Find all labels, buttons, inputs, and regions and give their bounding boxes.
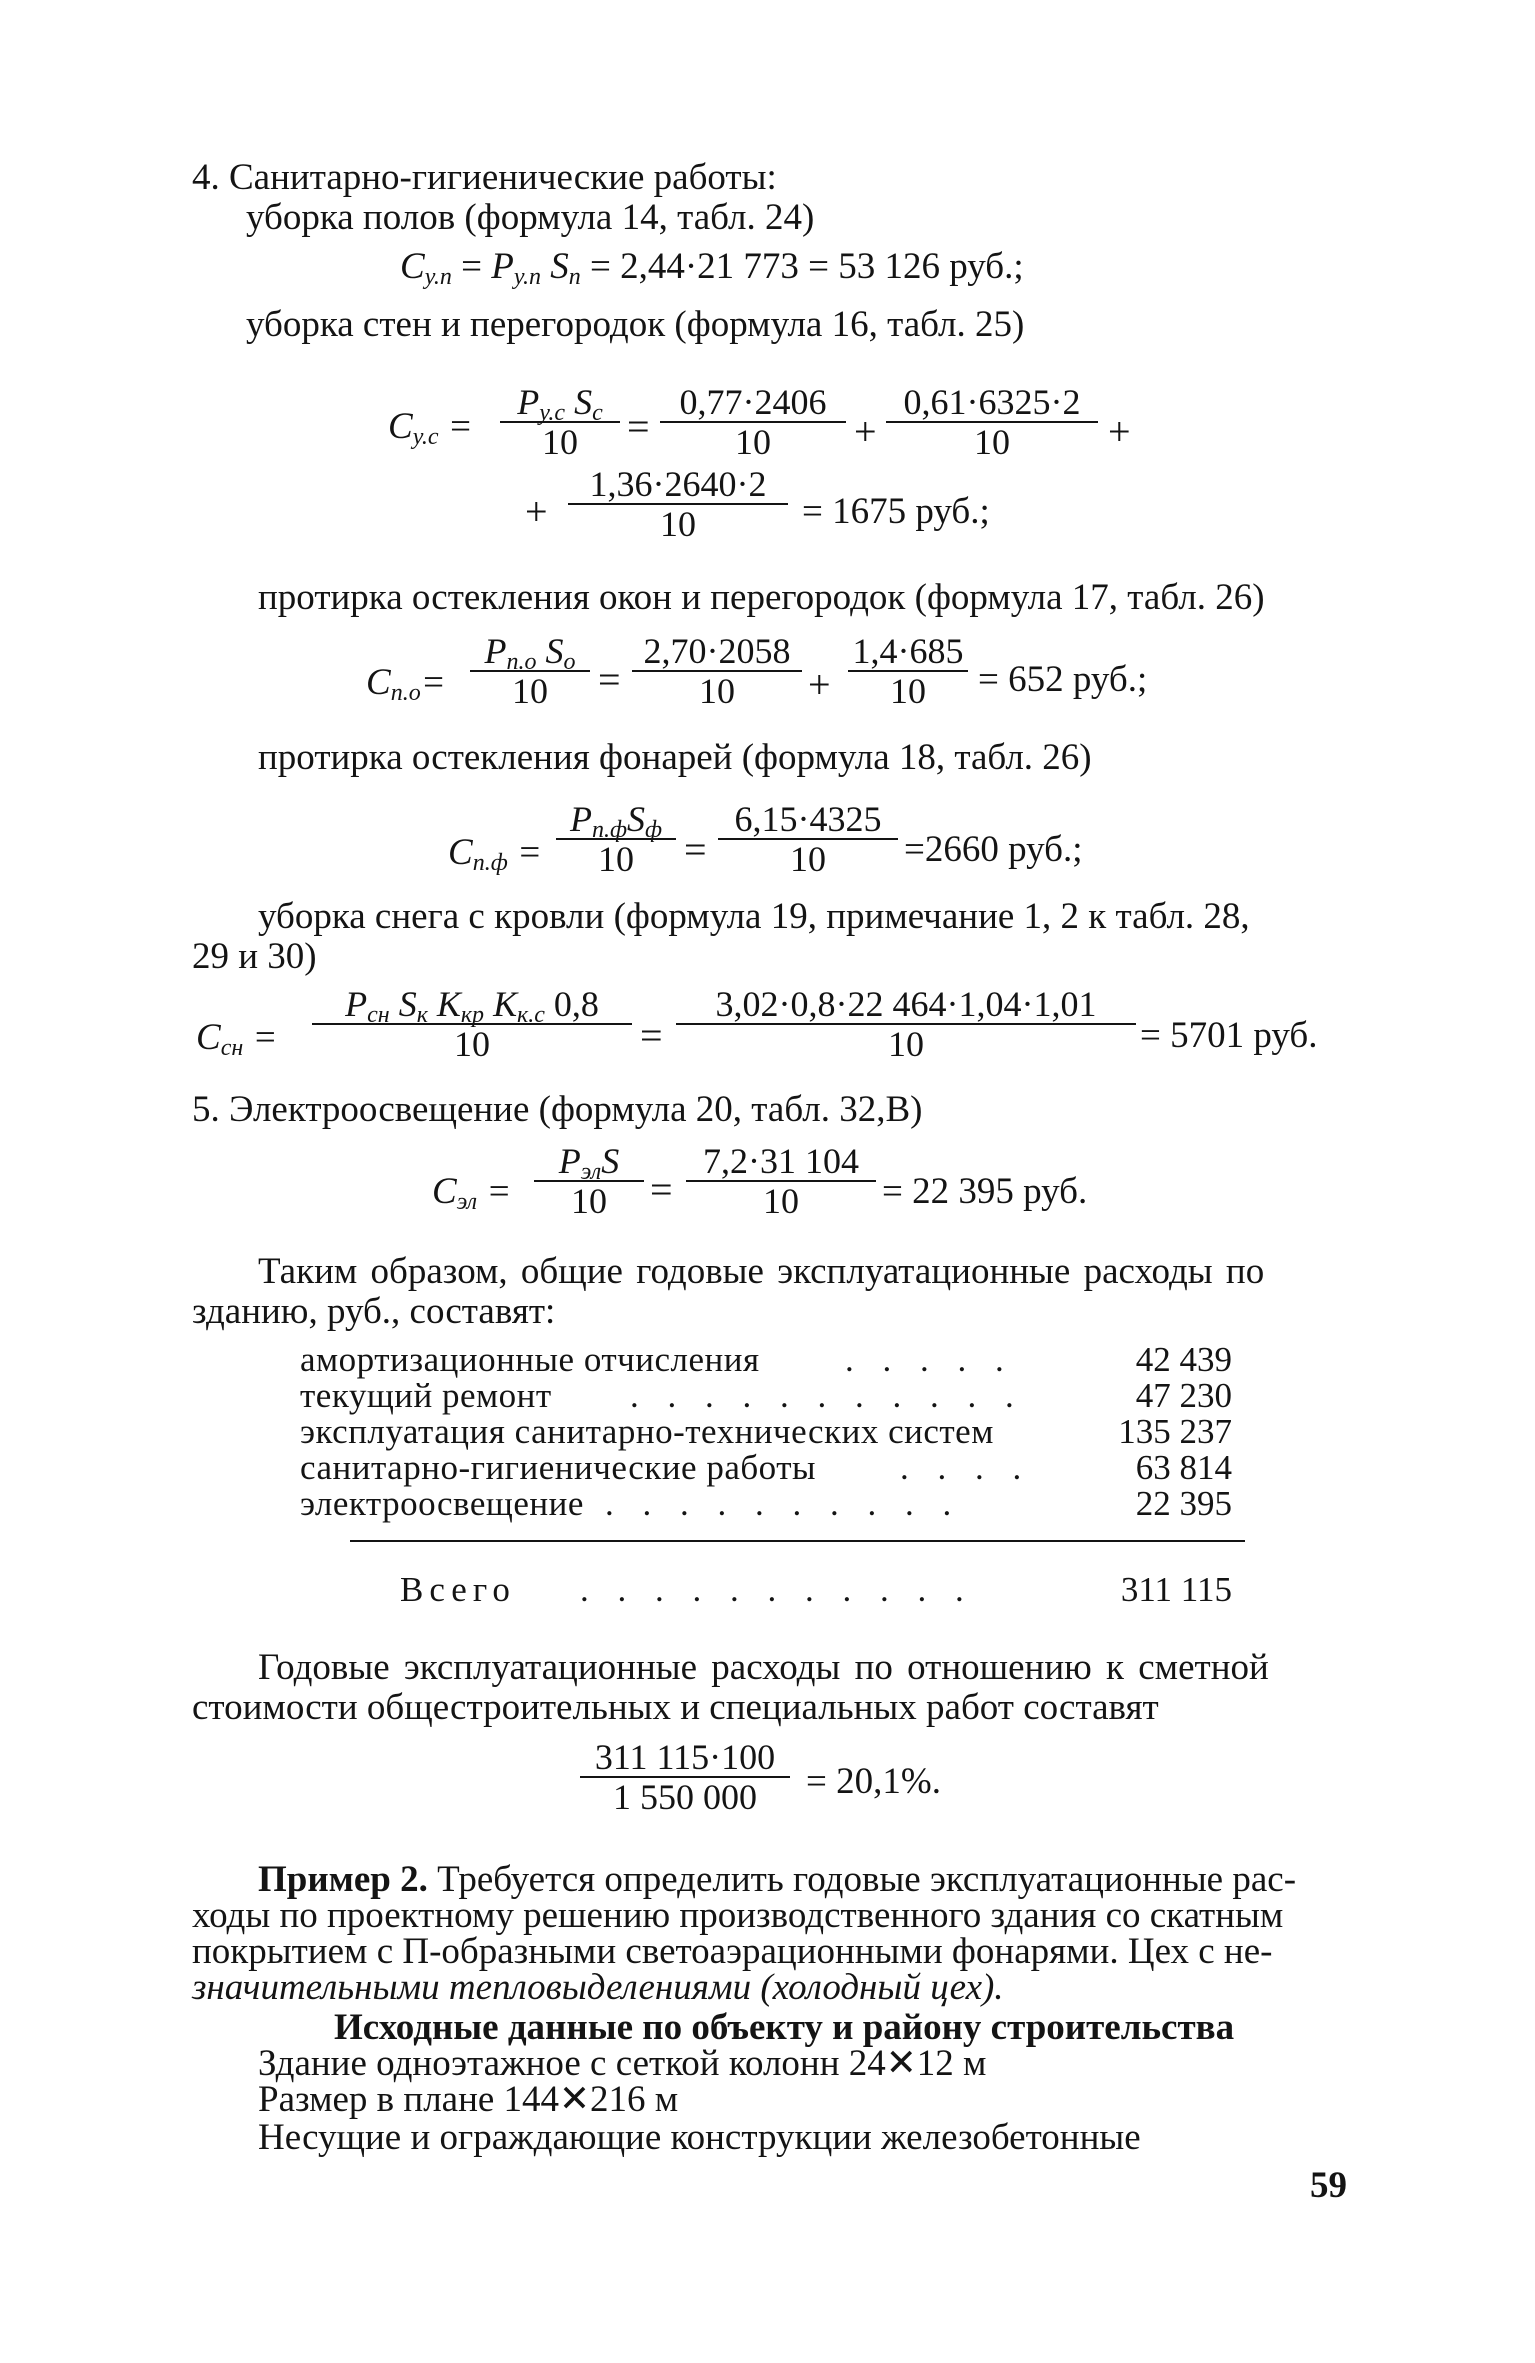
electric-f1-num: 7,2·31 104 — [703, 1141, 859, 1181]
equals-sign: = — [640, 1013, 663, 1058]
summary-row-dots: . . . . . . . . . . . — [630, 1376, 1024, 1415]
symbol-snow-num: $Р_{сн}$ $S_к$ $К_{кр}$ $К_{к.с}$ 0,8 — [345, 984, 599, 1028]
electric-fraction-symbolic — [534, 1142, 644, 1220]
symbol-c-yp: $С_{у.п}$ — [400, 246, 452, 290]
windows-intro: протирка остекления окон и перегородок (формула 17, табл. 26) — [258, 577, 1265, 618]
summary-row-label: текущий ремонт — [300, 1376, 552, 1415]
example-2-text: Требуется определить годовые эксплуатационные рас- — [437, 1859, 1297, 1900]
summary-row-dots: . . . . . . . . . . — [605, 1484, 962, 1523]
detail-line: Несущие и ограждающие конструкции железобетонные — [258, 2117, 1141, 2158]
section-4-heading: 4. Санитарно-гигиенические работы: — [192, 157, 777, 198]
summary-row-label: амортизационные отчисления — [300, 1340, 760, 1379]
ratio-numerator: 311 115·100 — [594, 1737, 776, 1777]
symbol-c-sn: $С_{сн}$ = — [196, 1017, 278, 1061]
snow-f1-num: 3,02·0,8·22 464·1,04·1,01 — [715, 984, 1097, 1024]
windows-fraction-2 — [848, 632, 968, 710]
walls-f3-den: 10 — [568, 503, 788, 543]
equals-sign: = — [684, 827, 707, 872]
detail-line: Здание одноэтажное с сеткой колонн 24✕12 м — [258, 2043, 987, 2084]
example-2-line-4: значительными тепловыделениями (холодный цех). — [192, 1967, 1004, 2008]
windows-f1-den: 10 — [632, 670, 802, 710]
summary-row — [300, 1342, 1240, 1378]
equals-sign: = — [627, 404, 650, 449]
summary-divider — [350, 1540, 1245, 1542]
lanterns-fraction-symbolic — [556, 800, 676, 878]
summary-row — [300, 1450, 1240, 1486]
summary-row-value: 42 439 — [1135, 1340, 1232, 1379]
summary-row-dots: . . . . . — [845, 1340, 1014, 1379]
symbol-p-yp: $Р_{у.п}$ $S_п$ — [491, 246, 581, 290]
walls-f1-den: 10 — [660, 421, 846, 461]
summary-row-value: 63 814 — [1135, 1448, 1232, 1487]
symbol-p-el: $Р_{эл}S$ — [558, 1141, 620, 1185]
lanterns-result: =2660 руб.; — [904, 829, 1083, 870]
electric-fraction-1 — [686, 1142, 876, 1220]
summary-row — [300, 1486, 1240, 1522]
snow-f1-den: 10 — [676, 1023, 1136, 1063]
symbol-c-el: $С_{эл}$ = — [432, 1171, 512, 1215]
summary-row-value: 135 237 — [1118, 1412, 1232, 1451]
symbol-c-pf: $С_{п.ф}$ = — [448, 832, 542, 876]
example-2-line-3: покрытием с П-образными светоаэрационными фонарями. Цех с не- — [192, 1931, 1273, 1972]
lanterns-f1-num: 6,15·4325 — [734, 799, 882, 839]
walls-f2-den: 10 — [886, 421, 1098, 461]
floors-formula-value: = 2,44·21 773 = 53 126 руб.; — [589, 246, 1024, 287]
windows-fraction-1 — [632, 632, 802, 710]
walls-fraction-1 — [660, 383, 846, 461]
snow-result: = 5701 руб. — [1140, 1015, 1318, 1056]
plus-sign: + — [525, 489, 548, 534]
lanterns-fraction-1 — [718, 800, 898, 878]
summary-total-value: 311 115 — [1120, 1570, 1232, 1609]
walls-result: = 1675 руб.; — [802, 491, 990, 532]
symbol-p-pf: $Р_{п.ф}S_ф$ — [569, 799, 663, 843]
source-data-subheading: Исходные данные по объекту и району строительства — [334, 2007, 1235, 2048]
ratio-intro-line-1: Годовые эксплуатационные расходы по отношению к сметной — [258, 1647, 1269, 1688]
windows-f2-num: 1,4·685 — [852, 631, 964, 671]
snow-fraction-symbolic — [312, 985, 632, 1063]
floors-formula: $С_{у.п} = Р_{у.п}$ $S_п = 2,44\cdot 21$ 773 = 53 126 руб.; — [400, 246, 1024, 290]
windows-fraction-symbolic — [470, 632, 590, 710]
example-2-label: Пример 2. — [258, 1859, 428, 1900]
plus-sign: + — [1108, 409, 1131, 454]
walls-fraction-2 — [886, 383, 1098, 461]
electric-f1-den: 10 — [686, 1180, 876, 1220]
summary-row-value: 47 230 — [1135, 1376, 1232, 1415]
walls-intro: уборка стен и перегородок (формула 16, табл. 25) — [246, 304, 1025, 345]
summary-row-value: 22 395 — [1135, 1484, 1232, 1523]
walls-f3-num: 1,36·2640·2 — [589, 464, 767, 504]
lanterns-denominator: 10 — [556, 838, 676, 878]
electric-denominator: 10 — [534, 1180, 644, 1220]
summary-row — [300, 1378, 1240, 1414]
lanterns-intro: протирка остекления фонарей (формула 18, табл. 26) — [258, 737, 1092, 778]
snow-denominator: 10 — [312, 1023, 632, 1063]
lanterns-f1-den: 10 — [718, 838, 898, 878]
walls-fraction-3 — [568, 465, 788, 543]
detail-line: Размер в плане 144✕216 м — [258, 2079, 679, 2120]
ratio-denominator: 1 550 000 — [580, 1776, 790, 1816]
ratio-fraction — [580, 1738, 790, 1816]
summary-intro-line-1: Таким образом, общие годовые эксплуатационные расходы по — [258, 1251, 1265, 1292]
summary-total-label: Всего — [400, 1570, 516, 1609]
electric-result: = 22 395 руб. — [882, 1171, 1088, 1212]
snow-intro-line-2: 29 и 30) — [192, 936, 317, 977]
snow-intro-line-1: уборка снега с кровли (формула 19, примечание 1, 2 к табл. 28, — [258, 896, 1250, 937]
example-2-line-2: ходы по проектному решению производственного здания со скатным — [192, 1895, 1284, 1936]
windows-f2-den: 10 — [848, 670, 968, 710]
plus-sign: + — [854, 409, 877, 454]
summary-row-label: электроосвещение — [300, 1484, 584, 1523]
ratio-intro-line-2: стоимости общестроительных и специальных работ составят — [192, 1687, 1159, 1728]
equals-sign: = — [650, 1167, 673, 1212]
summary-row-label: санитарно-гигиенические работы — [300, 1448, 817, 1487]
windows-result: = 652 руб.; — [978, 659, 1148, 700]
summary-row — [300, 1414, 1240, 1450]
ratio-result: = 20,1%. — [806, 1761, 941, 1802]
symbol-c-po: $С_{п.о}=$ — [366, 662, 446, 706]
windows-denominator: 10 — [470, 670, 590, 710]
summary-intro-line-2: зданию, руб., составят: — [192, 1291, 556, 1332]
walls-fraction-symbolic — [500, 383, 620, 461]
summary-total-dots: . . . . . . . . . . . — [580, 1570, 974, 1609]
floors-intro: уборка полов (формула 14, табл. 24) — [246, 197, 815, 238]
page-number: 59 — [1310, 2165, 1347, 2206]
section-5-heading: 5. Электроосвещение (формула 20, табл. 32,В) — [192, 1089, 923, 1130]
plus-sign: + — [808, 662, 831, 707]
walls-f1-num: 0,77·2406 — [679, 382, 827, 422]
snow-fraction-1 — [676, 985, 1136, 1063]
windows-f1-num: 2,70·2058 — [643, 631, 791, 671]
equals-sign: = — [598, 657, 621, 702]
summary-row-dots: . . . . — [900, 1448, 1032, 1487]
summary-total-row — [400, 1572, 1240, 1608]
symbol-c-yc: $С_{у.с}$ = — [388, 406, 473, 450]
walls-denominator-1: 10 — [500, 421, 620, 461]
symbol-p-po: $Р_{п.о}$ $S_о$ — [484, 631, 576, 675]
summary-row-label: эксплуатация санитарно-технических систем — [300, 1412, 994, 1451]
walls-f2-num: 0,61·6325·2 — [903, 382, 1081, 422]
symbol-p-yc: $Р_{у.с}$ $S_с$ — [517, 382, 603, 426]
example-2-line-1 — [258, 1860, 1296, 1900]
